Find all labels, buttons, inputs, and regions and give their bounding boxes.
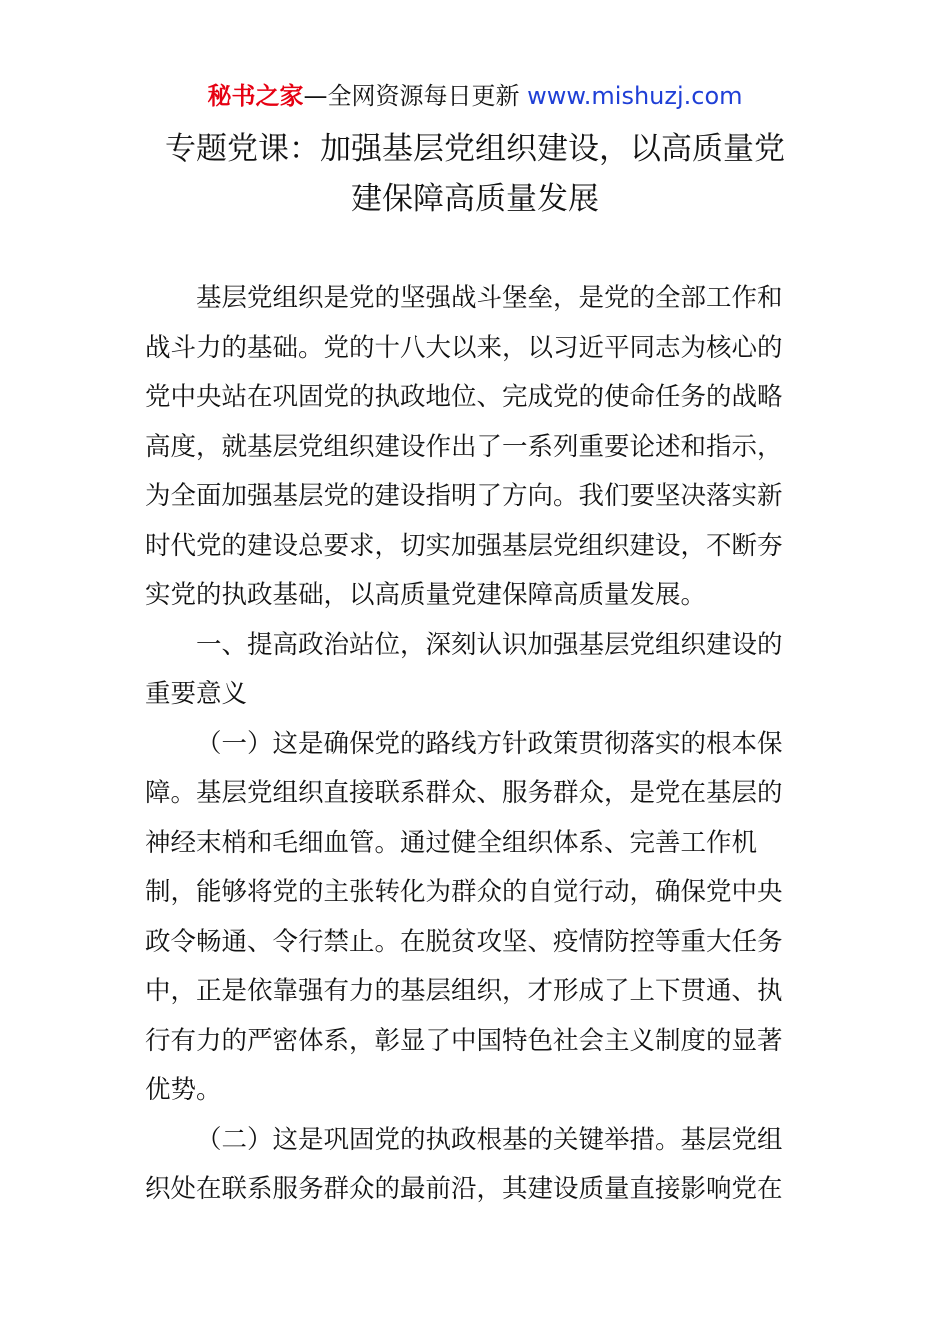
paragraph-line: 行有力的严密体系，彰显了中国特色社会主义制度的显著 xyxy=(145,1025,783,1056)
section-heading-line: 重要意义 xyxy=(145,679,248,709)
title-line-1: 专题党课：加强基层党组织建设，以高质量党 xyxy=(165,131,785,167)
paragraph-line: 党中央站在巩固党的执政地位、完成党的使命任务的战略 xyxy=(145,382,783,412)
paragraph-line: 织处在联系服务群众的最前沿，其建设质量直接影响党在 xyxy=(145,1174,783,1204)
section-heading-line: 一、提高政治站位，深刻认识加强基层党组织建设的 xyxy=(196,629,783,660)
paragraph-line: 制，能够将党的主张转化为群众的自觉行动，确保党中央 xyxy=(145,877,783,907)
paragraph-line: 战斗力的基础。党的十八大以来，以习近平同志为核心的 xyxy=(145,332,783,363)
paragraph-line: 基层党组织是党的坚强战斗堡垒，是党的全部工作和 xyxy=(196,283,783,313)
brand-name: 秘书之家 xyxy=(207,82,304,110)
paragraph-line: 中，正是依靠强有力的基层组织，才形成了上下贯通、执 xyxy=(145,976,783,1006)
header-slogan: —全网资源每日更新 xyxy=(303,82,528,110)
document-body xyxy=(145,274,807,1215)
document-title xyxy=(145,124,805,224)
paragraph-line: 障。基层党组织直接联系群众、服务群众，是党在基层的 xyxy=(145,778,783,808)
paragraph-line: 为全面加强基层党的建设指明了方向。我们要坚决落实新 xyxy=(145,481,783,511)
site-url-link[interactable]: www.mishuzj.com xyxy=(527,82,743,110)
title-line-2: 建保障高质量发展 xyxy=(351,181,599,217)
paragraph-line: 优势。 xyxy=(145,1075,222,1105)
paragraph-line: 实党的执政基础，以高质量党建保障高质量发展。 xyxy=(145,580,707,610)
paragraph-line: 高度，就基层党组织建设作出了一系列重要论述和指示， xyxy=(145,431,783,462)
paragraph-line: 政令畅通、令行禁止。在脱贫攻坚、疫情防控等重大任务 xyxy=(145,926,783,957)
paragraph-line: （一）这是确保党的路线方针政策贯彻落实的根本保 xyxy=(196,728,783,759)
paragraph-line: 神经末梢和毛细血管。通过健全组织体系、完善工作机 xyxy=(145,827,758,858)
paragraph-line: 时代党的建设总要求，切实加强基层党组织建设，不断夯 xyxy=(145,530,783,561)
site-header xyxy=(0,80,950,112)
paragraph-line: （二）这是巩固党的执政根基的关键举措。基层党组 xyxy=(196,1124,783,1155)
